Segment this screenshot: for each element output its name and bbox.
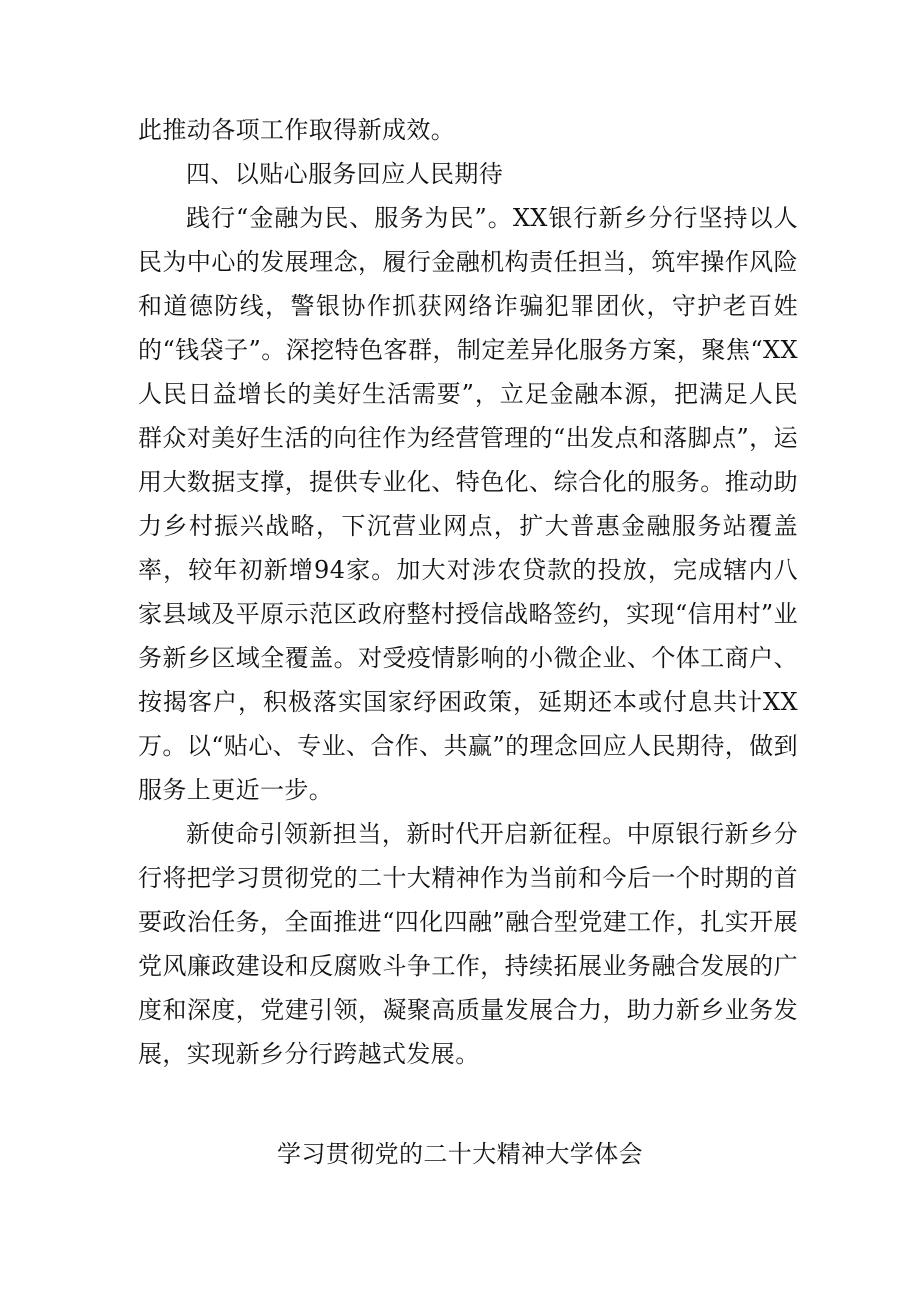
section-heading: 四、以贴心服务回应人民期待 [186,160,504,188]
paragraph-conclusion: 新使命引领新担当，新时代开启新征程。中原银行新乡分行将把学习贯彻党的二十大精神作为当前和今后一个时期的首要政治任务，全面推进“四化四融”融合型党建工作，扎实开展党风廉政建设和反腐败斗争工作，持续拓展业务融合发展的广度和深度，党建引领，凝聚高质量发展合力，助力新乡业务发展，实现新乡分行跨越式发展。 [138,820,798,1068]
document-body [138,108,798,1076]
next-document-title: 学习贯彻党的二十大精神大学体会 [277,1140,643,1168]
paragraph-continuation: 此推动各项工作取得新成效。 [138,116,456,144]
paragraph-service: 践行“金融为民、服务为民”。XX银行新乡分行坚持以人民为中心的发展理念，履行金融机构责任担当，筑牢操作风险和道德防线，警银协作抓获网络诈骗犯罪团伙，守护老百姓的“钱袋子”。深挖特色客群，制定差异化服务方案，聚焦“XX人民日益增长的美好生活需要”，立足金融本源，把满足人民群众对美好生活的向往作为经营管理的“出发点和落脚点”，运用大数据支撑，提供专业化、特色化、综合化的服务。推动助力乡村振兴战略，下沉营业网点，扩大普惠金融服务站覆盖率，较年初新增94家。加大对涉农贷款的投放，完成辖内八家县域及平原示范区政府整村授信战略签约，实现“信用村”业务新乡区域全覆盖。对受疫情影响的小微企业、个体工商户、按揭客户，积极落实国家纾困政策，延期还本或付息共计XX万。以“贴心、专业、合作、共赢”的理念回应人民期待，做到服务上更近一步。 [138,204,798,804]
